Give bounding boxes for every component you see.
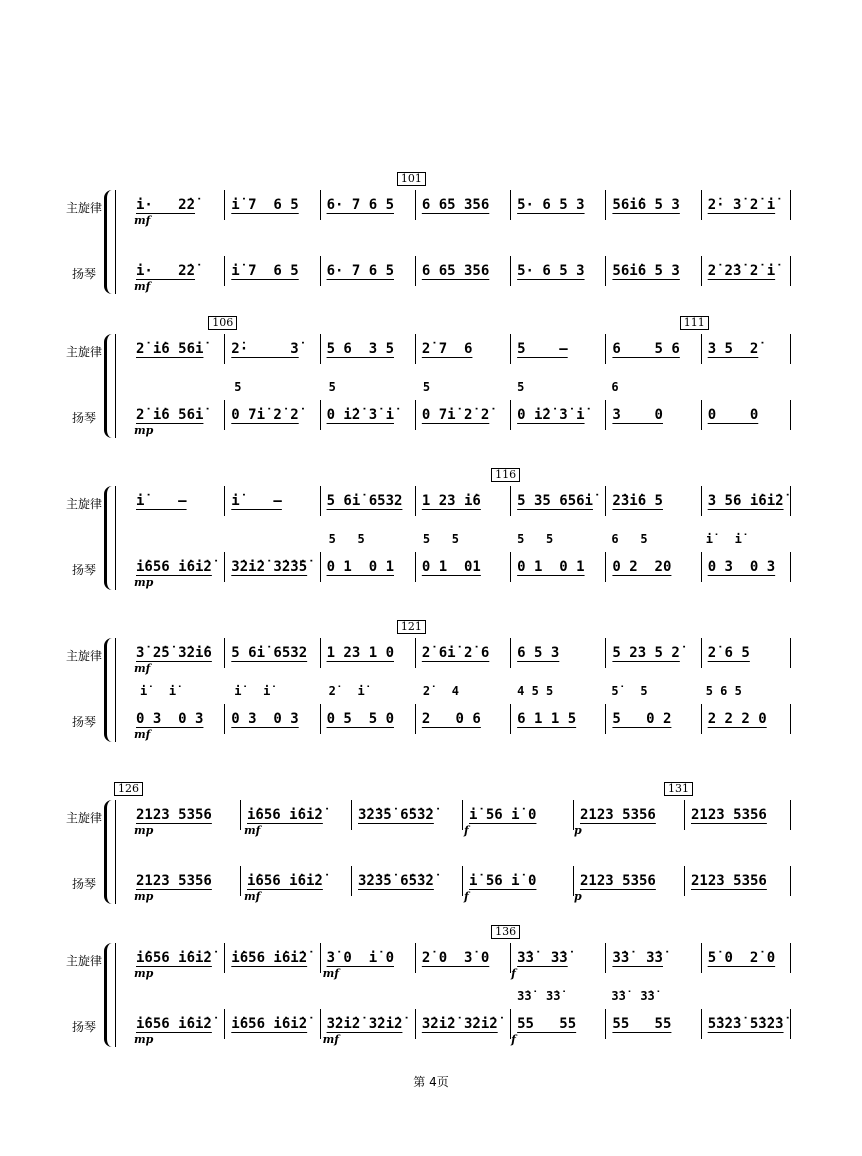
measure [320,334,415,364]
note-group: 2 0 6 [421,711,481,727]
note-group: i̇656 i̇6i̇2̇ [247,807,323,823]
measure-row [130,334,796,364]
note-group: 6 5 3 [517,645,560,661]
note-group: 0 7i̇ 2̇ 2̇ [421,407,490,423]
measure-row [130,552,796,582]
measure [224,943,319,973]
system-barline [115,800,116,904]
measure-row [130,638,796,668]
note-group: 6 1 1 5 [517,711,577,727]
melody-staff [130,334,790,364]
note-group: 5 6i̇ 6532 [326,493,403,509]
note-group: i̇656 i̇6i̇2̇ [136,950,212,966]
yangqin-staff [130,380,790,437]
dynamic-mark: f [511,967,516,980]
dynamic-mark: mf [134,214,151,227]
note-group: 3̇3̇ 3̇3̇ [612,950,663,966]
score-system [0,620,862,750]
note-group: 0 0 [707,407,759,423]
note-group: 2123 5356 [580,807,656,823]
measure [605,943,700,973]
note-group: 0 1 0 1 [326,559,394,575]
note-group: 3̇2̇i̇2̇ 3̇2̇i̇2̇ [326,1016,403,1032]
final-barline [790,552,791,582]
note-group: i̇656 i̇6i̇2̇ [136,1016,212,1032]
note-group: 5 0 2 [612,711,672,727]
note-group: 3̇ 0 i̇ 0 [326,950,394,966]
note-group: 0 1 0 1 [517,559,585,575]
upper-voice: 5 6 5 [705,684,742,698]
measure [320,256,415,286]
measure [224,552,319,582]
measure [224,638,319,668]
note-group: 2̇ 6 5 [707,645,750,661]
measure [701,256,796,286]
measure [320,400,415,430]
note-group: 3̇2̇i̇2̇ 3̇2̇3̇5̇ [231,559,308,575]
measure [701,400,796,430]
note-group: 0 3 0 3 [707,559,776,575]
melody-staff [130,486,790,516]
yangqin-label: 扬琴 [71,1020,96,1034]
measure [684,800,795,830]
dynamic-mark: mf [134,662,151,675]
note-group: 2̇ 2̇3̇ 2̇ i̇ [707,263,776,279]
note-group: 2123 5356 [691,807,767,823]
upper-voice: 6 5 [611,532,648,546]
note-group: 3̇2̇3̇5̇ 6̇5̇3̇2̇ [358,807,434,823]
note-group: i̇656 i̇6i̇2̇ [231,1016,308,1032]
final-barline [790,943,791,973]
measure [415,1009,510,1039]
note-group: i̇656 i̇6i̇2̇ [247,873,323,889]
yangqin-staff [130,684,790,741]
measure [224,704,319,734]
note-group: i̇ 7 6 5 [231,197,299,213]
note-group: 2̇ 6i̇ 2̇ 6 [421,645,490,661]
measure-row [130,866,795,896]
system-barline [115,334,116,438]
measure [510,190,605,220]
measure [415,334,510,364]
measure [320,190,415,220]
yangqin-staff [130,532,790,589]
score-system [0,925,862,1055]
melody-label: 主旋律 [65,954,102,968]
dynamic-mark: mp [134,890,154,903]
measure [573,866,684,896]
note-group: i̇656 i̇6i̇2̇ [136,559,212,575]
note-group: 5 – [517,341,568,357]
measure [510,1009,605,1039]
dynamic-mark: f [464,824,469,837]
upper-voice: 5 [234,380,242,394]
measure [320,552,415,582]
measure [351,800,462,830]
melody-label: 主旋律 [65,649,102,663]
rehearsal-mark: 101 [397,172,426,186]
dynamic-mark: mf [134,728,151,741]
dynamic-mark: p [574,890,582,903]
upper-voice: 5 5 [328,532,365,546]
measure [701,704,796,734]
measure [224,334,319,364]
measure [510,704,605,734]
upper-voice: 6 [611,380,619,394]
final-barline [790,400,791,430]
rehearsal-mark: 136 [491,925,520,939]
measure [415,638,510,668]
measure [573,800,684,830]
measure [701,190,796,220]
note-group: 5 6 3 5 [326,341,394,357]
upper-voice: i̇ i̇ [705,532,742,546]
note-group: 2̇3̇i̇6 5 [612,493,663,509]
note-group: 3 56 i̇6i̇2̇ [707,493,784,509]
upper-voice: 5 5 [422,532,459,546]
upper-voice: 5 5 [517,532,554,546]
measure [415,486,510,516]
note-group: 2̇ 7 6 [421,341,473,357]
note-group: 5 23 5 2̇ [612,645,680,661]
measure [224,190,319,220]
yangqin-label: 扬琴 [71,411,96,425]
measure [462,800,573,830]
note-group: 5 35 656i̇ [517,493,593,509]
measure [701,1009,796,1039]
note-group: 3 5 2̇ [707,341,759,357]
note-group: 3̇3̇ 3̇3̇ [517,950,568,966]
final-barline [790,638,791,668]
dynamic-mark: f [511,1033,516,1046]
note-group: i̇ – [136,493,187,509]
measure [510,486,605,516]
measure-row [130,704,796,734]
measure [510,334,605,364]
measure-row [130,943,796,973]
note-group: 0 i̇2̇ 3̇ i̇ [517,407,585,423]
rehearsal-mark: 131 [664,782,693,796]
note-group: 3̇ 2̇5̇ 3̇2̇i̇6 [136,645,212,661]
melody-label: 主旋律 [65,201,102,215]
note-group: 56i̇6 5 3 [612,197,680,213]
yangqin-staff [130,256,790,293]
measure [320,486,415,516]
note-group: 2̇ i̇6 56i̇ [136,407,204,423]
note-group: 1 23 i̇6 [421,493,481,509]
measure [415,400,510,430]
yangqin-label: 扬琴 [71,715,96,729]
system-barline [115,638,116,742]
melody-staff [130,190,790,227]
measure [510,552,605,582]
dynamic-mark: mf [244,890,261,903]
measure [130,486,224,516]
melody-staff [130,638,790,675]
dynamic-mark: mp [134,424,154,437]
note-group: 6 65 356 [421,263,490,279]
measure-row [130,400,796,430]
upper-voice: 3̇3̇ 3̇3̇ [611,989,655,1003]
melody-label: 主旋律 [65,811,102,825]
measure [701,552,796,582]
note-group: i̇ 56 i̇ 0 [469,807,537,823]
note-group: 2̇ i̇6 56i̇ [136,341,204,357]
upper-voice: 2̇ 4 [422,684,459,698]
dynamic-mark: mp [134,576,154,589]
measure [605,552,700,582]
measure [605,400,700,430]
note-group: 0 2 20 [612,559,672,575]
measure [701,638,796,668]
measure [701,486,796,516]
note-group: 56i̇6 5 3 [612,263,680,279]
note-group: 6 5 6 [612,341,680,357]
note-group: 0 i̇2̇ 3̇ i̇ [326,407,394,423]
note-group: 55 55 [517,1016,577,1032]
score-system [0,316,862,446]
yangqin-label: 扬琴 [71,563,96,577]
upper-voice: 5 [517,380,525,394]
measure [224,486,319,516]
measure [605,638,700,668]
score-system [0,172,862,302]
measure [320,638,415,668]
note-group: 55 55 [612,1016,672,1032]
note-group: i· 2̇2̇ [136,263,196,279]
note-group: i̇ 7 6 5 [231,263,299,279]
note-group: 2̇· 3̇ [231,341,299,357]
note-group: 6· 7 6 5 [326,197,394,213]
dynamic-mark: mp [134,1033,154,1046]
melody-label: 主旋律 [65,497,102,511]
note-group: 0 7i̇ 2̇ 2̇ [231,407,299,423]
final-barline [790,334,791,364]
measure [605,256,700,286]
upper-voice: i̇ i̇ [234,684,271,698]
note-group: 0 3 0 3 [231,711,299,727]
measure [605,704,700,734]
yangqin-staff [130,989,790,1046]
measure [510,400,605,430]
dynamic-mark: mf [322,1033,339,1046]
measure [510,638,605,668]
note-group: 2123 5356 [691,873,767,889]
measure [605,486,700,516]
score-system [0,468,862,598]
measure [415,704,510,734]
yangqin-label: 扬琴 [71,267,96,281]
note-group: 5̇3̇2̇3̇ 5̇3̇2̇3̇ [707,1016,784,1032]
yangqin-label: 扬琴 [71,877,96,891]
measure [351,866,462,896]
note-group: i̇ 56 i̇ 0 [469,873,537,889]
rehearsal-mark: 106 [208,316,237,330]
upper-voice: 5 [328,380,336,394]
measure [320,704,415,734]
system-barline [115,190,116,294]
note-group: 2123 5356 [136,873,212,889]
note-group: i̇656 i̇6i̇2̇ [231,950,308,966]
rehearsal-mark: 121 [397,620,426,634]
note-group: 2123 5356 [136,807,212,823]
dynamic-mark: mf [244,824,261,837]
measure [701,943,796,973]
upper-voice: i̇ i̇ [140,684,177,698]
dynamic-mark: p [574,824,582,837]
note-group: 2123 5356 [580,873,656,889]
dynamic-mark: mp [134,824,154,837]
final-barline [790,800,791,830]
note-group: 0 5 5 0 [326,711,394,727]
note-group: 0 3 0 3 [136,711,204,727]
note-group: 3̇2̇3̇5̇ 6̇5̇3̇2̇ [358,873,434,889]
note-group: i· 2̇2̇ [136,197,196,213]
measure [415,943,510,973]
upper-voice: 2̇ i̇ [328,684,365,698]
note-group: 2̇ 0 3̇ 0 [421,950,490,966]
page-number: 第 4页 [413,1075,449,1089]
measure-row [130,1009,796,1039]
note-group: 0 1 01 [421,559,481,575]
final-barline [790,866,791,896]
measure [605,1009,700,1039]
measure [510,943,605,973]
measure [415,190,510,220]
final-barline [790,190,791,220]
note-group: 5 6i̇ 6532 [231,645,308,661]
measure [415,552,510,582]
measure-row [130,800,795,830]
system-barline [115,943,116,1047]
upper-voice: 3̇3̇ 3̇3̇ [517,989,561,1003]
note-group: 2̇· 3̇ 2̇ i̇ [707,197,776,213]
system-barline [115,486,116,590]
score-system [0,782,862,912]
note-group: 6 65 356 [421,197,490,213]
measure [684,866,795,896]
final-barline [790,256,791,286]
note-group: 6· 7 6 5 [326,263,394,279]
measure [701,334,796,364]
measure-row [130,256,796,286]
note-group: 1 23 1 0 [326,645,394,661]
note-group: 3 0 [612,407,663,423]
dynamic-mark: mf [134,280,151,293]
dynamic-mark: f [464,890,469,903]
measure-row [130,190,796,220]
note-group: 5· 6 5 3 [517,197,585,213]
measure [605,334,700,364]
measure [605,190,700,220]
measure-row [130,486,796,516]
melody-label: 主旋律 [65,345,102,359]
measure [510,256,605,286]
dynamic-mark: mp [134,967,154,980]
final-barline [790,704,791,734]
upper-voice: 5̇ 5 [611,684,648,698]
note-group: 5· 6 5 3 [517,263,585,279]
rehearsal-mark: 116 [491,468,520,482]
measure [130,334,224,364]
note-group: 5̇ 0 2̇ 0 [707,950,776,966]
note-group: i̇ – [231,493,282,509]
upper-voice: 5 [422,380,431,394]
rehearsal-mark: 126 [114,782,143,796]
measure [415,256,510,286]
yangqin-staff [130,866,790,903]
measure [462,866,573,896]
melody-staff [130,943,790,980]
note-group: 3̇2̇i̇2̇ 3̇2̇i̇2̇ [421,1016,498,1032]
note-group: 2 2 2 0 [707,711,767,727]
rehearsal-mark: 111 [680,316,709,330]
measure [224,256,319,286]
dynamic-mark: mf [322,967,339,980]
final-barline [790,1009,791,1039]
melody-staff [130,800,790,837]
upper-voice: 4 5 5 [517,684,554,698]
measure [224,400,319,430]
measure [224,1009,319,1039]
final-barline [790,486,791,516]
